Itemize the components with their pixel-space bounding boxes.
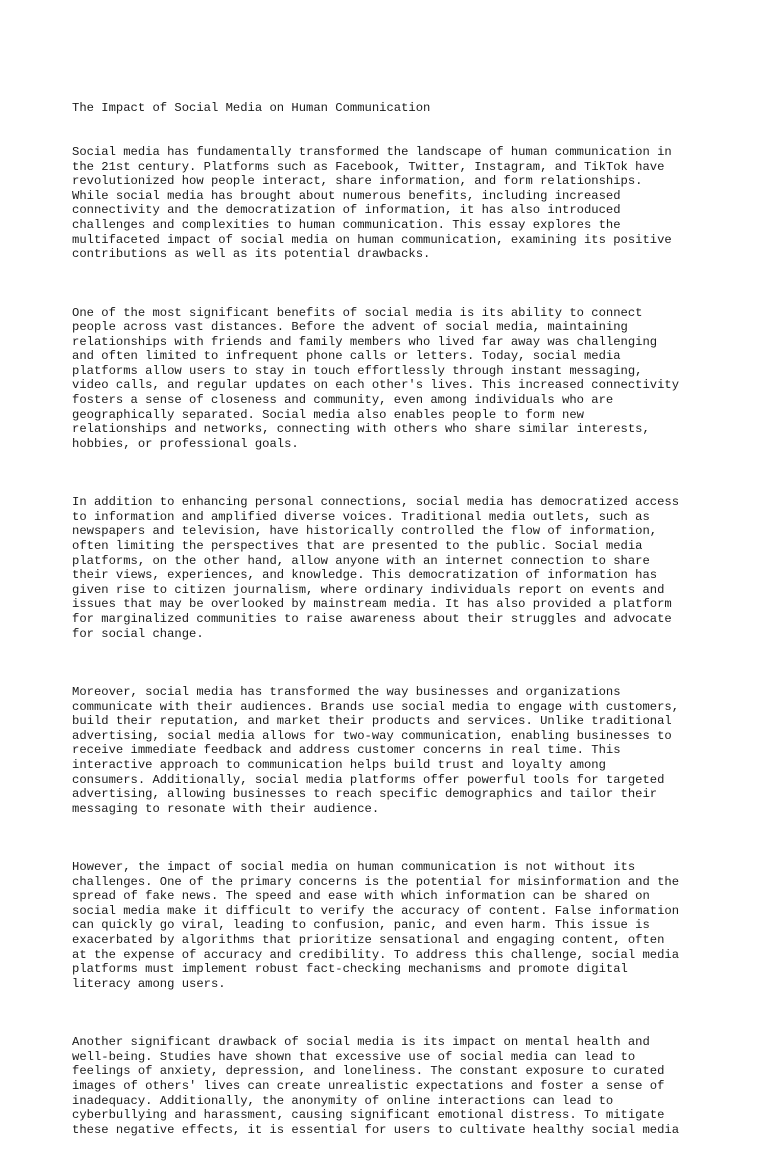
paragraph: Social media has fundamentally transformed the landscape of human communication in the 21st century. Platforms such as Facebook, Twitter, Instagram, and TikTok have revolutionized how people interact, share information, and form relationships. While social media has brought about numerous benefits, including increased connectivity and the democratization of information, it has also introduced challenges and complexities to human communication. This essay explores the multifaceted impact of social media on human communication, examining its positive contributions as well as its potential drawbacks. xyxy=(72,144,672,262)
paragraph: One of the most significant benefits of social media is its ability to connect people across vast distances. Before the advent of social media, maintaining relationships with friends and family members who lived far away was challenging and often limited to infrequent phone calls or letters. Today, social media platforms allow users to stay in touch effortlessly through instant messaging, video calls, and regular updates on each other's lives. This increased connectivity fosters a sense of closeness and community, even among individuals who are geographically separated. Social media also enables people to form new relationships and networks, connecting with others who share similar interests, hobbies, or professional goals. xyxy=(72,305,680,451)
paragraph: However, the impact of social media on human communication is not without its challenges. One of the primary concerns is the potential for misinformation and the spread of fake news. The speed and ease with which information can be shared on social media make it difficult to verify the accuracy of content. False information can quickly go viral, leading to confusion, panic, and even harm. This issue is exacerbated by algorithms that prioritize sensational and engaging content, often at the expense of accuracy and credibility. To address this challenge, social media platforms must implement robust fact-checking mechanisms and promote digital literacy among users. xyxy=(72,860,680,991)
document-title: The Impact of Social Media on Human Communication xyxy=(72,101,431,116)
document-page xyxy=(72,72,712,1167)
paragraph: Moreover, social media has transformed the way businesses and organizations communicate with their audiences. Brands use social media to engage with customers, build their reputation, and market their products and services. Unlike traditional advertising, social media allows for two-way communication, enabling businesses to receive immediate feedback and address customer concerns in real time. This interactive approach to communication helps build trust and loyalty among consumers. Additionally, social media platforms offer powerful tools for targeted advertising, allowing businesses to reach specific demographics and tailor their messaging to resonate with their audience. xyxy=(72,684,680,816)
paragraph: Another significant drawback of social media is its impact on mental health and well-being. Studies have shown that excessive use of social media can lead to feelings of anxiety, depression, and loneliness. The constant exposure to curated images of others' lives can create unrealistic expectations and foster a sense of inadequacy. Additionally, the anonymity of online interactions can lead to cyberbullying and harassment, causing significant emotional distress. To mitigate these negative effects, it is essential for users to cultivate healthy social media xyxy=(72,1035,680,1137)
paragraph: In addition to enhancing personal connections, social media has democratized access to information and amplified diverse voices. Traditional media outlets, such as newspapers and television, have historically controlled the flow of information, often limiting the perspectives that are presented to the public. Social media platforms, on the other hand, allow anyone with an internet connection to share their views, experiences, and knowledge. This democratization of information has given rise to citizen journalism, where ordinary individuals report on events and issues that may be overlooked by mainstream media. It has also provided a platform for marginalized communities to raise awareness about their struggles and advocate for social change. xyxy=(72,495,680,641)
